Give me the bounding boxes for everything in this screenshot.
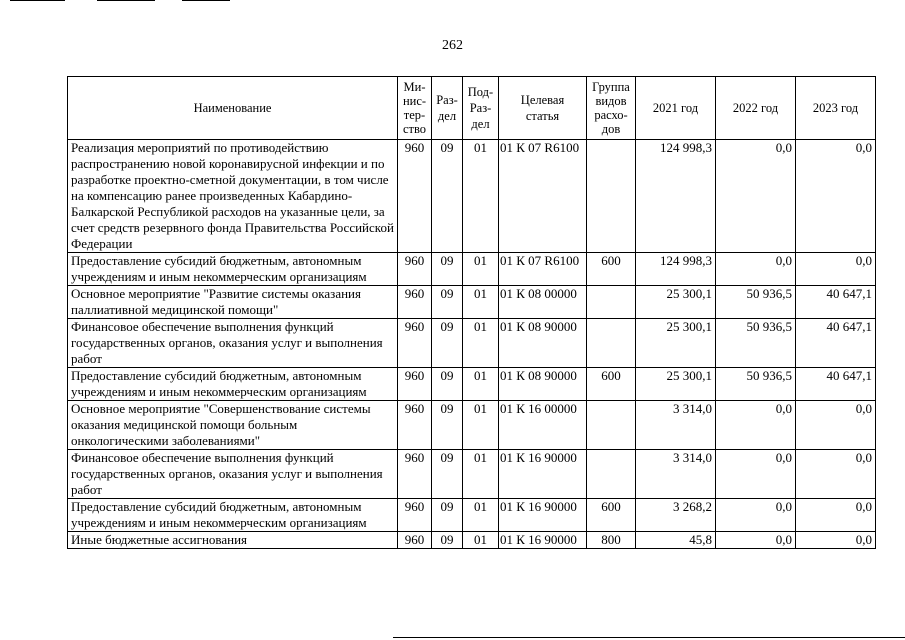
cell-2022: 0,0 bbox=[716, 401, 796, 450]
cell-expense-group: 600 bbox=[587, 368, 636, 401]
cell-name: Предоставление субсидий бюджетным, автономным учреждениям и иным некоммерческим организациям bbox=[68, 368, 398, 401]
cell-2021: 45,8 bbox=[636, 532, 716, 549]
table-row bbox=[68, 368, 876, 401]
cell-subsection: 01 bbox=[463, 319, 499, 368]
cell-subsection: 01 bbox=[463, 401, 499, 450]
cell-target-article: 01 К 08 00000 bbox=[499, 286, 587, 319]
col-header-target-article: Целевая статья bbox=[499, 77, 587, 140]
table-row bbox=[68, 450, 876, 499]
cell-2022: 0,0 bbox=[716, 140, 796, 253]
cell-name: Иные бюджетные ассигнования bbox=[68, 532, 398, 549]
cell-subsection: 01 bbox=[463, 286, 499, 319]
cell-name: Предоставление субсидий бюджетным, автономным учреждениям и иным некоммерческим организациям bbox=[68, 499, 398, 532]
cell-name: Финансовое обеспечение выполнения функций государственных органов, оказания услуг и выполнения работ bbox=[68, 450, 398, 499]
cell-2021: 3 268,2 bbox=[636, 499, 716, 532]
cell-2022: 50 936,5 bbox=[716, 368, 796, 401]
cell-2022: 50 936,5 bbox=[716, 286, 796, 319]
cell-expense-group bbox=[587, 450, 636, 499]
cell-2022: 0,0 bbox=[716, 532, 796, 549]
cell-ministry: 960 bbox=[398, 450, 432, 499]
cell-2023: 0,0 bbox=[796, 450, 876, 499]
cell-2023: 0,0 bbox=[796, 499, 876, 532]
cell-2021: 3 314,0 bbox=[636, 450, 716, 499]
cell-2023: 0,0 bbox=[796, 532, 876, 549]
cell-2021: 25 300,1 bbox=[636, 368, 716, 401]
cell-expense-group: 800 bbox=[587, 532, 636, 549]
cell-subsection: 01 bbox=[463, 253, 499, 286]
cell-2021: 124 998,3 bbox=[636, 140, 716, 253]
cell-subsection: 01 bbox=[463, 140, 499, 253]
cell-2023: 40 647,1 bbox=[796, 319, 876, 368]
cell-name: Предоставление субсидий бюджетным, автономным учреждениям и иным некоммерческим организациям bbox=[68, 253, 398, 286]
cell-section: 09 bbox=[432, 450, 463, 499]
cell-expense-group bbox=[587, 319, 636, 368]
col-header-2021: 2021 год bbox=[636, 77, 716, 140]
col-header-section: Раз- дел bbox=[432, 77, 463, 140]
table-body bbox=[68, 140, 876, 549]
table-row bbox=[68, 499, 876, 532]
cell-ministry: 960 bbox=[398, 368, 432, 401]
cell-section: 09 bbox=[432, 140, 463, 253]
cell-name: Основное мероприятие "Развитие системы оказания паллиативной медицинской помощи" bbox=[68, 286, 398, 319]
cell-2022: 0,0 bbox=[716, 253, 796, 286]
cell-2022: 0,0 bbox=[716, 450, 796, 499]
table-row bbox=[68, 286, 876, 319]
col-header-expense-group: Группа видов расхо- дов bbox=[587, 77, 636, 140]
top-rule-segment bbox=[97, 0, 155, 1]
cell-target-article: 01 К 08 90000 bbox=[499, 368, 587, 401]
bottom-rule bbox=[393, 637, 905, 638]
table-row bbox=[68, 319, 876, 368]
cell-2022: 0,0 bbox=[716, 499, 796, 532]
budget-table bbox=[67, 76, 876, 549]
cell-ministry: 960 bbox=[398, 319, 432, 368]
page-number: 262 bbox=[442, 38, 463, 53]
cell-ministry: 960 bbox=[398, 401, 432, 450]
cell-ministry: 960 bbox=[398, 499, 432, 532]
cell-2021: 25 300,1 bbox=[636, 319, 716, 368]
top-rule-segment bbox=[10, 0, 65, 1]
cell-expense-group: 600 bbox=[587, 499, 636, 532]
cell-section: 09 bbox=[432, 368, 463, 401]
cell-name: Реализация мероприятий по противодействию распространению новой коронавирусной инфекции и по разработке проектно-сметной документации, в том числе на компенсацию ранее произведенных Кабардино-Балкарской Республикой расходов на указанные цели, за счет средств резервного фонда Правительства Российской Федерации bbox=[68, 140, 398, 253]
cell-ministry: 960 bbox=[398, 286, 432, 319]
cell-section: 09 bbox=[432, 286, 463, 319]
cell-2021: 124 998,3 bbox=[636, 253, 716, 286]
col-header-subsection: Под- Раз- дел bbox=[463, 77, 499, 140]
top-rule-segment bbox=[182, 0, 230, 1]
table-row bbox=[68, 253, 876, 286]
table-row bbox=[68, 532, 876, 549]
cell-section: 09 bbox=[432, 253, 463, 286]
cell-section: 09 bbox=[432, 401, 463, 450]
cell-target-article: 01 К 08 90000 bbox=[499, 319, 587, 368]
cell-name: Основное мероприятие "Совершенствование системы оказания медицинской помощи больным онкологическими заболеваниями" bbox=[68, 401, 398, 450]
cell-target-article: 01 К 07 R6100 bbox=[499, 140, 587, 253]
cell-2023: 0,0 bbox=[796, 401, 876, 450]
cell-expense-group bbox=[587, 286, 636, 319]
col-header-ministry: Ми- нис- тер- ство bbox=[398, 77, 432, 140]
cell-target-article: 01 К 16 00000 bbox=[499, 401, 587, 450]
cell-expense-group bbox=[587, 140, 636, 253]
cell-subsection: 01 bbox=[463, 450, 499, 499]
cell-subsection: 01 bbox=[463, 499, 499, 532]
cell-2021: 3 314,0 bbox=[636, 401, 716, 450]
cell-section: 09 bbox=[432, 499, 463, 532]
cell-2023: 0,0 bbox=[796, 253, 876, 286]
cell-name: Финансовое обеспечение выполнения функций государственных органов, оказания услуг и выполнения работ bbox=[68, 319, 398, 368]
cell-2023: 0,0 bbox=[796, 140, 876, 253]
cell-ministry: 960 bbox=[398, 253, 432, 286]
cell-target-article: 01 К 16 90000 bbox=[499, 450, 587, 499]
cell-subsection: 01 bbox=[463, 368, 499, 401]
col-header-2022: 2022 год bbox=[716, 77, 796, 140]
cell-section: 09 bbox=[432, 532, 463, 549]
cell-ministry: 960 bbox=[398, 140, 432, 253]
cell-subsection: 01 bbox=[463, 532, 499, 549]
cell-expense-group bbox=[587, 401, 636, 450]
table-row bbox=[68, 140, 876, 253]
cell-2023: 40 647,1 bbox=[796, 368, 876, 401]
cell-2023: 40 647,1 bbox=[796, 286, 876, 319]
table-row bbox=[68, 401, 876, 450]
header-row bbox=[68, 77, 876, 140]
cell-target-article: 01 К 07 R6100 bbox=[499, 253, 587, 286]
col-header-2023: 2023 год bbox=[796, 77, 876, 140]
cell-ministry: 960 bbox=[398, 532, 432, 549]
cell-target-article: 01 К 16 90000 bbox=[499, 532, 587, 549]
cell-section: 09 bbox=[432, 319, 463, 368]
cell-2022: 50 936,5 bbox=[716, 319, 796, 368]
cell-2021: 25 300,1 bbox=[636, 286, 716, 319]
col-header-name: Наименование bbox=[68, 77, 398, 140]
cell-target-article: 01 К 16 90000 bbox=[499, 499, 587, 532]
cell-expense-group: 600 bbox=[587, 253, 636, 286]
